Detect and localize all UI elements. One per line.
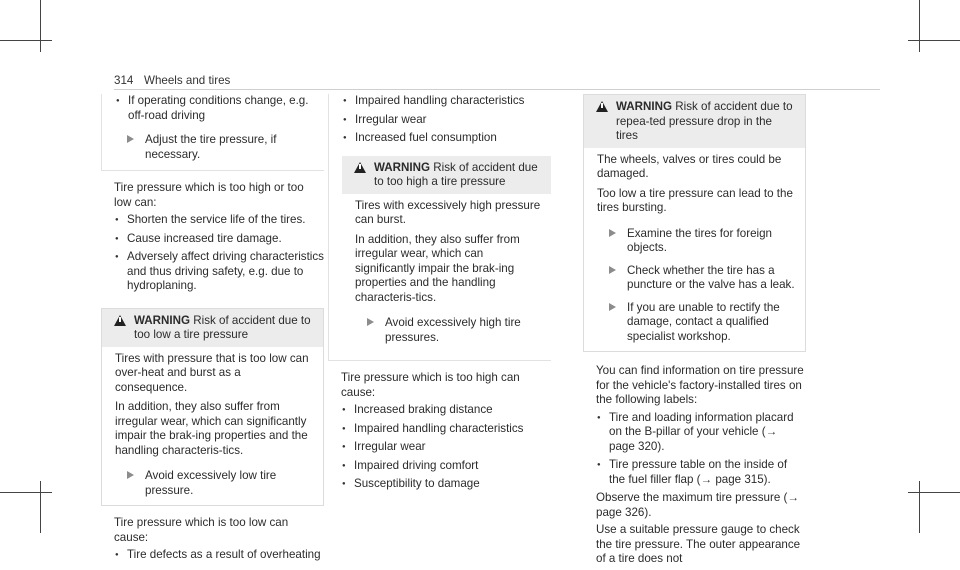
paragraph: You can find information on tire pressure for the vehicle's factory-installed tires on the following labels: — [596, 364, 804, 406]
action-arrow-icon — [367, 318, 374, 326]
paragraph: Tire pressure which is too high can cause: — [341, 371, 520, 399]
action-step: Avoid excessively high tire pressures. — [355, 316, 543, 345]
action-arrow-icon — [127, 471, 134, 479]
action-arrow-icon — [609, 303, 616, 311]
crop-mark — [0, 492, 52, 493]
warning-header — [342, 156, 551, 194]
page-number: 314 — [114, 74, 134, 87]
warning-label: WARNING — [616, 100, 673, 113]
warning-header — [584, 95, 805, 148]
labels-list — [596, 411, 806, 488]
warning-title: Risk of accident due to too low a tire pressure — [134, 313, 311, 341]
warning-paragraph: Tires with pressure that is too low can over-heat and burst as a consequence. — [115, 351, 309, 394]
continued-box — [101, 94, 324, 171]
action-arrow-icon — [609, 229, 616, 237]
list-item: ● Impaired driving comfort — [341, 459, 551, 474]
list-item: ● Increased fuel consumption — [342, 131, 551, 146]
list-item: ● Irregular wear — [342, 113, 551, 128]
effects-list — [341, 403, 551, 492]
continued-box — [328, 94, 551, 361]
action-arrow-icon — [609, 266, 616, 274]
action-step: If you are unable to rectify the damage, contact a qualified specialist workshop. — [597, 301, 797, 345]
warning-paragraph: The wheels, valves or tires could be damaged. — [597, 152, 782, 180]
warning-paragraph: Tires with excessively high pressure can burst. — [355, 198, 541, 226]
warning-title: Risk of accident due to too high a tire pressure — [374, 160, 538, 188]
page-header — [114, 74, 880, 90]
list-item: ● Adversely affect driving characteristics and thus driving safety, e.g. due to hydroplaning. — [114, 250, 324, 294]
list-item: ● Impaired handling characteristics — [342, 94, 551, 109]
header-divider — [114, 89, 880, 90]
list-item: ● Irregular wear — [341, 440, 551, 455]
crop-mark — [40, 481, 41, 533]
crop-mark — [0, 40, 52, 41]
crop-mark — [908, 40, 960, 41]
warning-label: WARNING — [134, 313, 191, 327]
warning-paragraph: In addition, they also suffer from irregular wear, which can significantly impair the brak-ing properties and the handling characteris-tics. — [115, 400, 308, 457]
crop-mark — [40, 0, 41, 52]
action-step: Check whether the tire has a puncture or the valve has a leak. — [597, 264, 797, 293]
list-item: ● If operating conditions change, e.g. off-road driving — [115, 94, 324, 123]
column-left — [114, 94, 324, 567]
effects-list — [114, 213, 324, 294]
crop-mark — [908, 492, 960, 493]
action-step: Examine the tires for foreign objects. — [597, 227, 797, 256]
list-item: ● Susceptibility to damage — [341, 477, 551, 492]
warning-box — [583, 94, 806, 352]
paragraph: Observe the maximum tire pressure (→ page 326). — [596, 491, 799, 519]
warning-title: Risk of accident due to repea-ted pressure drop in the tires — [616, 100, 793, 142]
paragraph: Use a suitable pressure gauge to check the tire pressure. The outer appearance of a tire does not — [596, 523, 801, 565]
crop-mark — [919, 481, 920, 533]
action-step: Adjust the tire pressure, if necessary. — [115, 133, 324, 162]
list-item: ● Tire and loading information placard on the B-pillar of your vehicle (→ page 320). — [596, 411, 806, 455]
action-arrow-icon — [127, 135, 134, 143]
list-item: ● Increased braking distance — [341, 403, 551, 418]
paragraph: Tire pressure which is too low can cause: — [114, 516, 289, 544]
column-right — [596, 94, 806, 570]
column-middle — [341, 94, 551, 496]
warning-paragraph: In addition, they also suffer from irregular wear, which can significantly impair the brak-ing properties and the handling characteris-tics. — [355, 232, 520, 304]
warning-label: WARNING — [374, 160, 431, 174]
action-step: Avoid excessively low tire pressure. — [115, 469, 315, 498]
list-item: ● Impaired handling characteristics — [341, 422, 551, 437]
list-item: ● Tire defects as a result of overheating — [114, 548, 324, 563]
list-item: ● Shorten the service life of the tires. — [114, 213, 324, 228]
warning-header — [102, 309, 323, 347]
list-item: ● Tire pressure table on the inside of the fuel filler flap (→ page 315). — [596, 458, 806, 487]
warning-paragraph: Too low a tire pressure can lead to the tires bursting. — [597, 186, 793, 214]
section-title: Wheels and tires — [144, 74, 231, 87]
crop-mark — [919, 0, 920, 52]
paragraph: Tire pressure which is too high or too low can: — [114, 181, 304, 209]
warning-box — [101, 308, 324, 507]
list-item: ● Cause increased tire damage. — [114, 232, 324, 247]
